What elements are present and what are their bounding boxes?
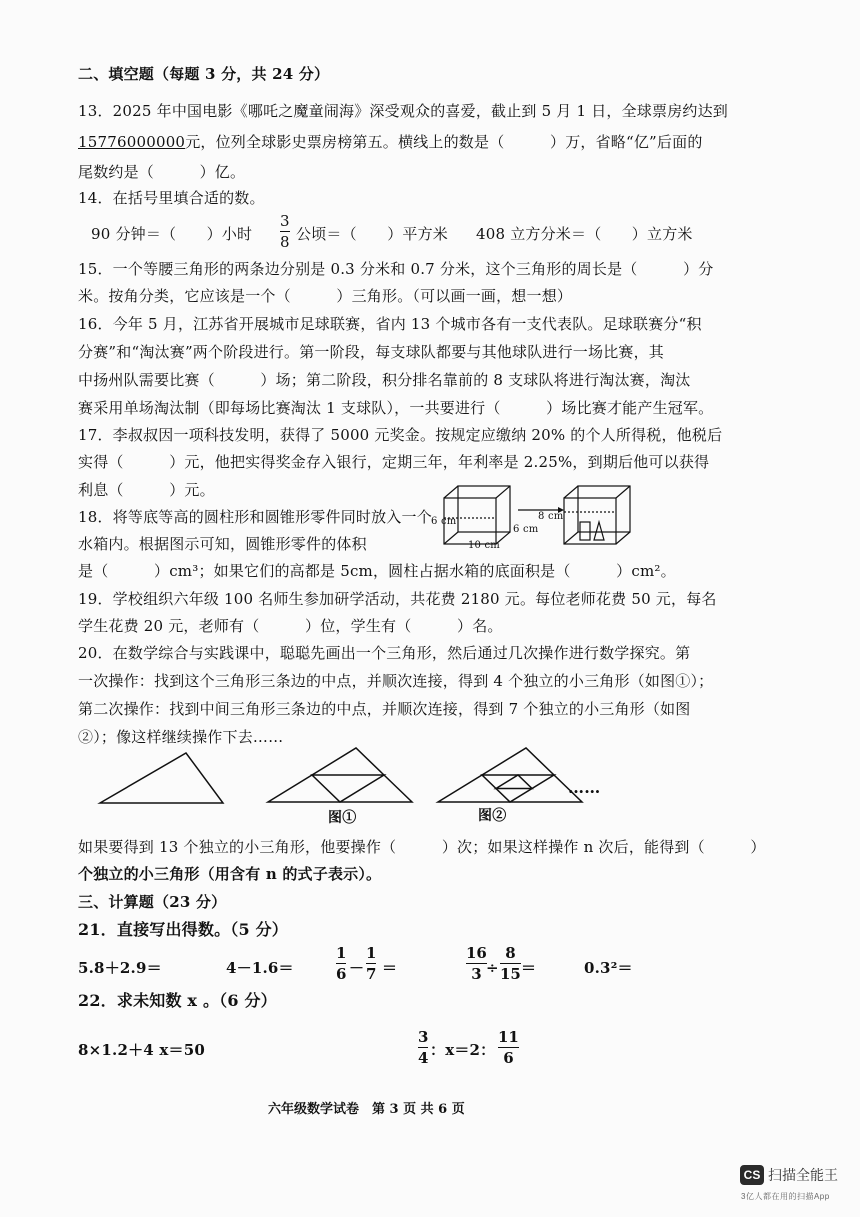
frac-num: 16 [466,944,487,962]
q15-line1: 15．一个等腰三角形的两条边分别是 0.3 分米和 0.7 分米，这个三角形的周长是（ ）分 [78,260,714,278]
frac-num: 1 [336,944,347,962]
q20-line4: ②）；像这样继续操作下去…… [78,728,284,746]
label-6cm-height: 6 cm [431,516,457,527]
frac-den: 4 [418,1049,429,1067]
frac-num: 1 [366,944,377,962]
frac-den: 6 [503,1049,514,1067]
label-8cm-water: 8 cm [538,511,564,522]
frac-num: 3 [418,1028,429,1046]
q13-line1: 13．2025 年中国电影《哪吒之魔童闹海》深受观众的喜爱，截止到 5 月 1 日，全球票房约达到 [78,102,728,120]
q22-title: 22．求未知数 x 。（6 分） [78,991,277,1010]
cylinder-part [580,522,590,540]
q20-line5: 如果要得到 13 个独立的小三角形，他要操作（ ）次；如果这样操作 n 次后，能得到（ ） [78,838,766,856]
q21-expr4-eq: ＝ [521,959,537,977]
q18-line3: 是（ ）cm³；如果它们的高都是 5cm，圆柱占据水箱的底面积是（ ）cm²。 [78,562,676,580]
q20-line1: 20．在数学综合与实践课中，聪聪先画出一个三角形，然后通过几次操作进行数学探究。第 [78,644,691,662]
label-10cm-width: 10 cm [468,540,500,551]
q16-line2: 分赛”和“淘汰赛”两个阶段进行。第一阶段，每支球队都要与其他球队进行一场比赛，其 [78,343,665,361]
q20-line2: 一次操作：找到这个三角形三条边的中点，并顺次连接，得到 4 个独立的小三角形（如图①）； [78,672,714,690]
q14-part-c: 408 立方分米＝（ ）立方米 [476,225,693,243]
q16-line3: 中扬州队需要比赛（ ）场；第二阶段，积分排名靠前的 8 支球队将进行淘汰赛，淘汰 [78,371,691,389]
q16-line1: 16．今年 5 月，江苏省开展城市足球联赛，省内 13 个城市各有一支代表队。足球联赛分“积 [78,315,702,333]
camscanner-logo: CS [740,1165,764,1185]
q17-line1: 17．李叔叔因一项科技发明，获得了 5000 元奖金。按规定应缴纳 20% 的个人所得税，他税后 [78,426,723,444]
q21-expr4-frac-b [500,944,521,983]
section-heading-calculation: 三、计算题（23 分） [78,893,227,911]
fraction-bar [498,1047,519,1048]
q16-line4: 赛采用单场淘汰制（即每场比赛淘汰 1 支球队），一共要进行（ ）场比赛才能产生冠军。 [78,399,714,417]
q14-part-b: 公顷＝（ ）平方米 [296,225,449,243]
fraction-bar [500,963,521,964]
fig2-caption: 图② [478,808,507,824]
q21-expr4-op: ÷ [486,959,499,977]
triangle-original [98,748,228,808]
frac-den: 15 [500,965,521,983]
q14-frac-num: 3 [280,212,290,230]
q21-expr3-frac-b [366,944,376,983]
q17-line2: 实得（ ）元，他把实得奖金存入银行，定期三年，年利率是 2.25%，到期后他可以获得 [78,453,710,471]
q15-line2: 米。按角分类，它应该是一个（ ）三角形。（可以画一画，想一想） [78,287,573,305]
q20-line3: 第二次操作：找到中间三角形三条边的中点，并顺次连接，得到 7 个独立的小三角形（如图 [78,700,691,718]
q13-line2-rest: 元，位列全球影史票房榜第五。横线上的数是（ ）万，省略“亿”后面的 [185,133,703,151]
page-footer: 六年级数学试卷 第 3 页 共 6 页 [268,1102,465,1117]
q14-part-a: 90 分钟＝（ ）小时 [91,225,253,243]
fraction-bar [418,1047,428,1048]
triangle-fig2 [436,744,586,806]
frac-den: 7 [366,965,377,983]
frac-num: 11 [498,1028,519,1046]
q22-eq1: 8×1.2＋4 x＝50 [78,1041,205,1059]
q21-expr4-frac-a [466,944,487,983]
q17-line3: 利息（ ）元。 [78,481,215,499]
q21-expr3-op: － [349,959,365,977]
q19-line1: 19．学校组织六年级 100 名师生参加研学活动，共花费 2180 元。每位老师花费 50 元，每名 [78,590,717,608]
q21-expr3-eq: ＝ [382,959,398,977]
triangle-fig1 [266,744,416,806]
q20-line6: 个独立的小三角形（用含有 n 的式子表示）。 [78,865,382,883]
q14-fraction [280,212,290,251]
q22-eq2-frac-b [498,1028,519,1067]
camscanner-name: 扫描全能王 [768,1167,838,1183]
fraction-bar [280,231,290,232]
section-heading-fill-blank: 二、填空题（每题 3 分，共 24 分） [78,65,330,83]
fig1-caption: 图① [328,810,357,826]
fraction-bar [366,963,376,964]
q14-frac-den: 8 [280,233,290,251]
fraction-bar [336,963,346,964]
q21-expr2: 4－1.6＝ [226,959,294,977]
cone-part [594,522,604,540]
q18-line2: 水箱内。根据图示可知，圆锥形零件的体积 [78,535,367,553]
frac-den: 3 [471,965,482,983]
q21-title: 21．直接写出得数。（5 分） [78,920,288,939]
q21-expr5: 0.3²＝ [584,959,633,977]
q19-line2: 学生花费 20 元，老师有（ ）位，学生有（ ）名。 [78,617,503,635]
camscanner-tagline: 3亿人都在用的扫描App [741,1192,830,1201]
frac-den: 6 [336,965,347,983]
q13-underlined-number: 15776000000 [78,133,186,151]
q14-title: 14．在括号里填合适的数。 [78,189,265,207]
q22-eq2-frac-a [418,1028,428,1067]
q22-eq2-mid: ：x＝2： [430,1041,496,1059]
q21-expr1: 5.8＋2.9＝ [78,959,162,977]
q21-expr3-frac-a [336,944,346,983]
fraction-bar [466,963,487,964]
frac-num: 8 [505,944,516,962]
continuation-dots: …… [568,778,601,797]
q13-line3: 尾数约是（ ）亿。 [78,163,246,181]
label-6cm-depth: 6 cm [513,524,539,535]
q13-line2 [78,132,703,152]
q18-line1: 18．将等底等高的圆柱形和圆锥形零件同时放入一个 [78,508,432,526]
